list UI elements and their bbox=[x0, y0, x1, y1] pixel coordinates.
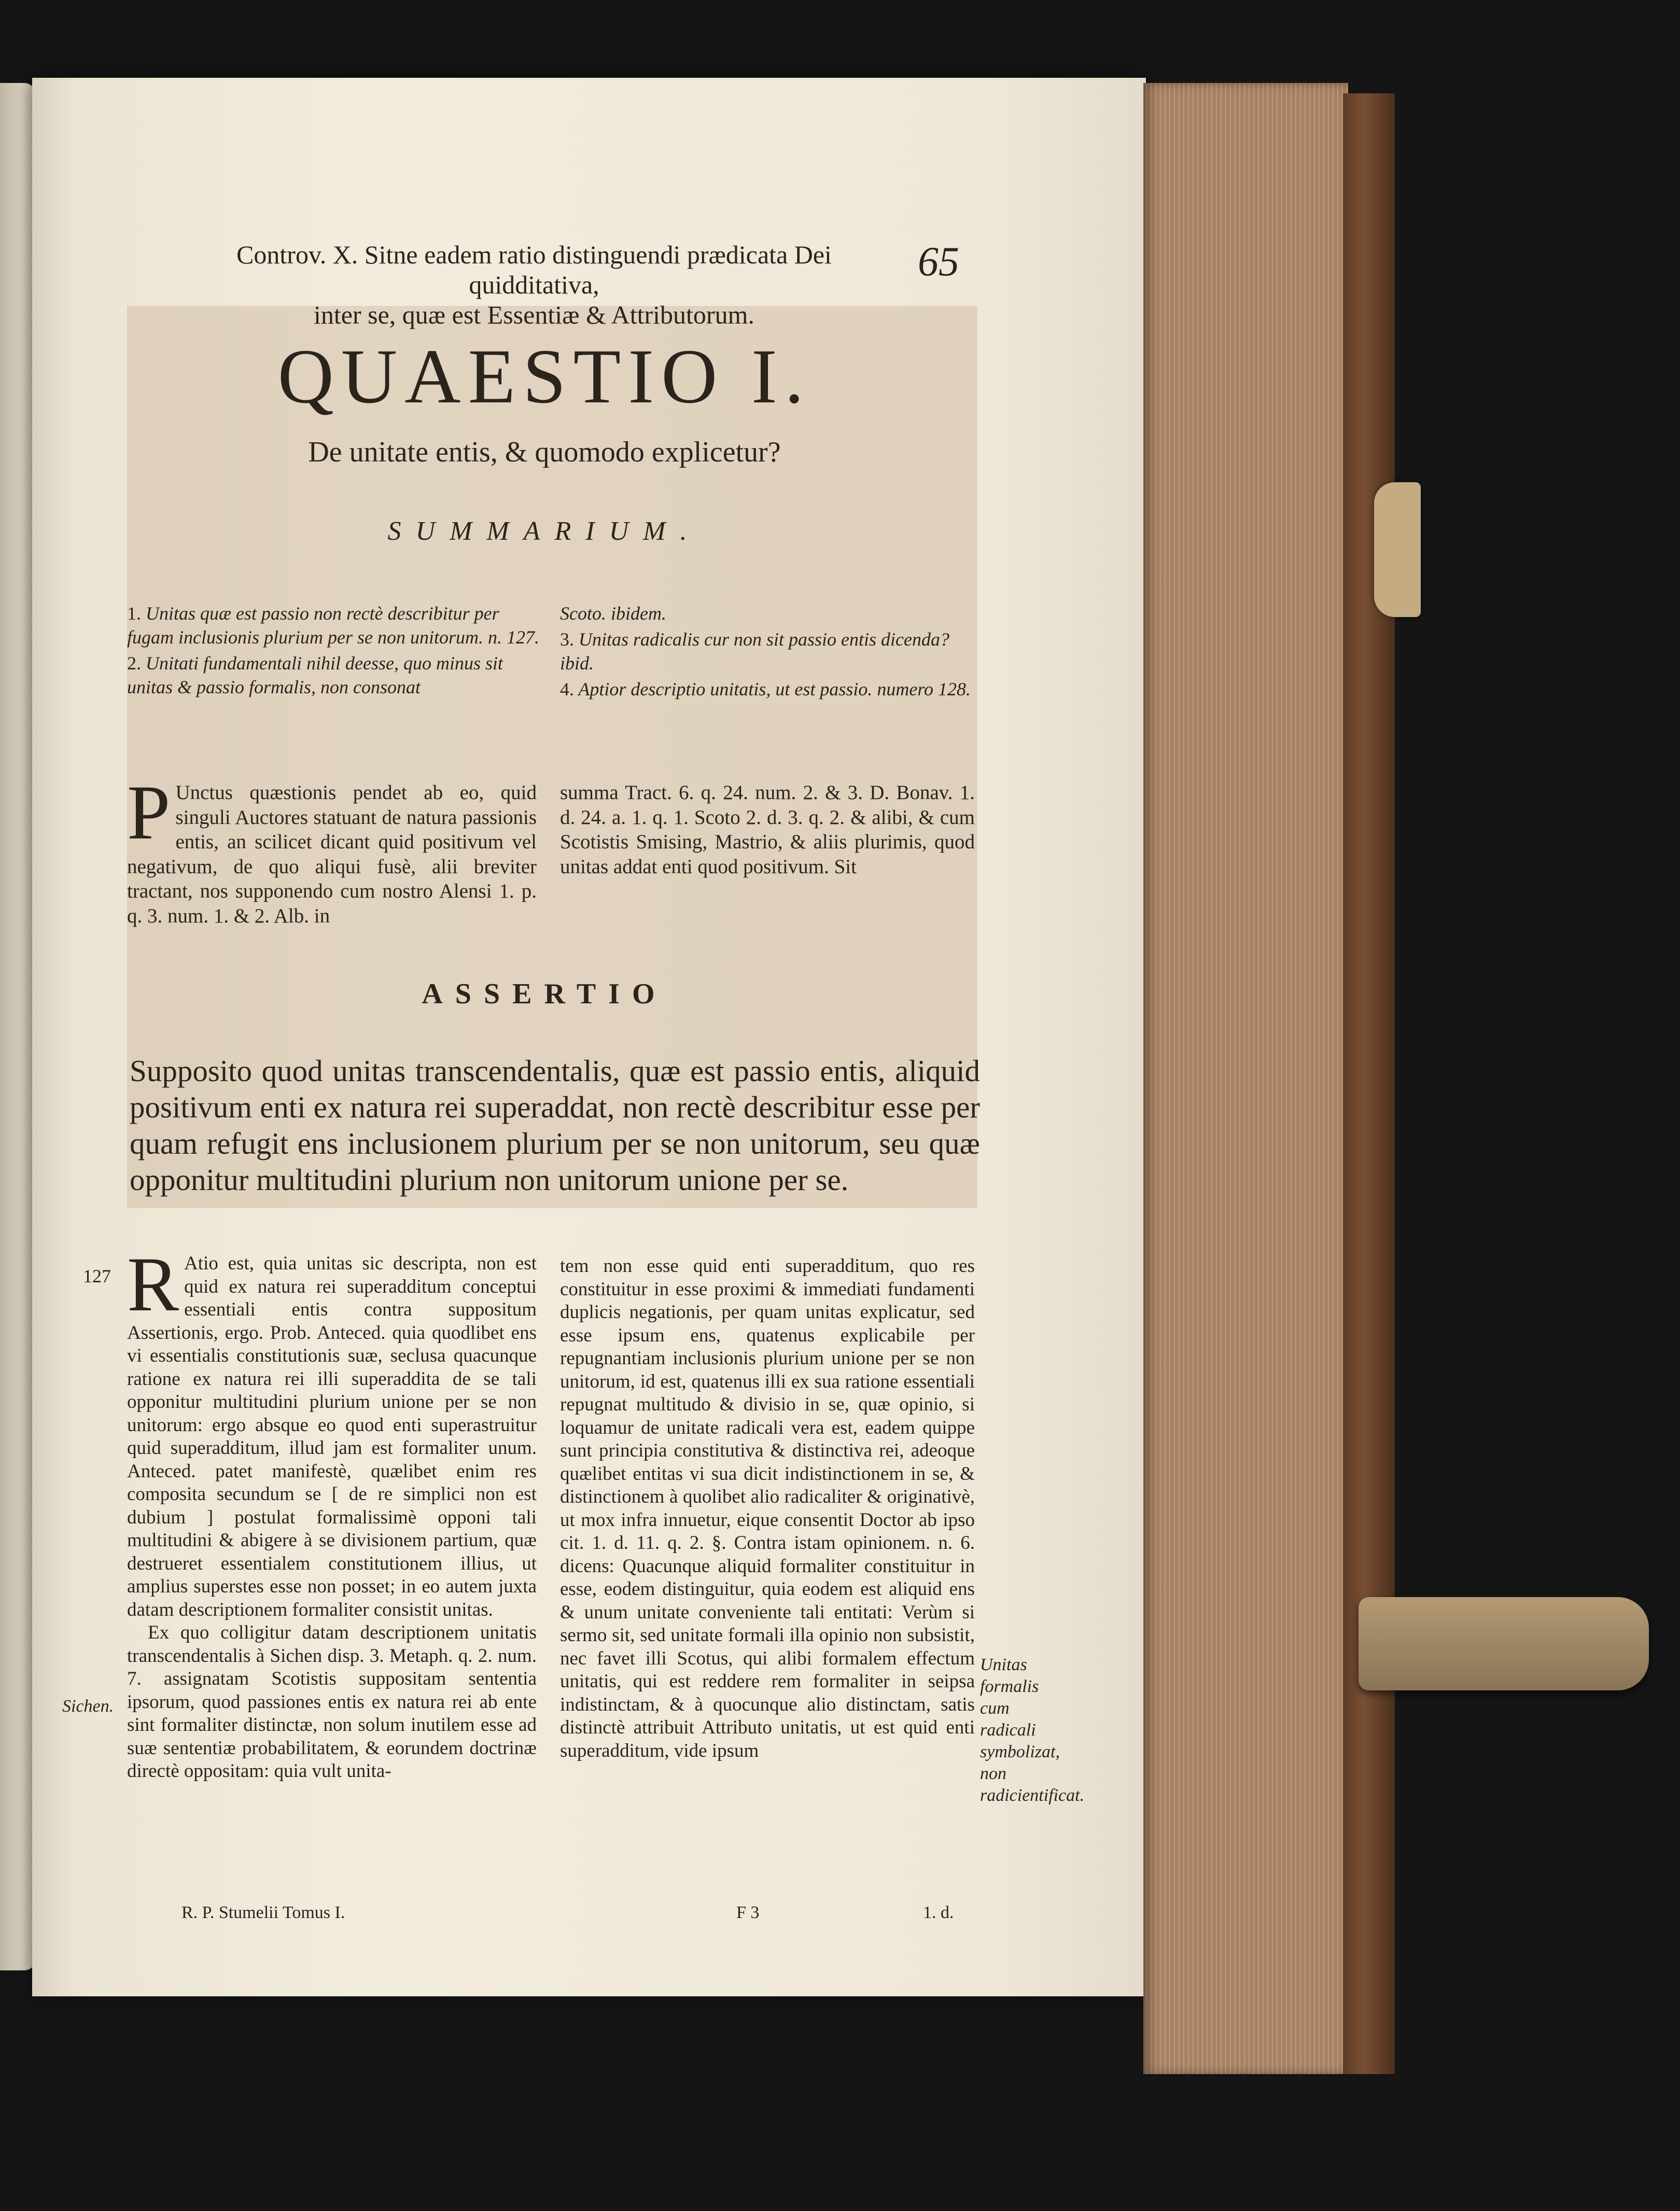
running-head bbox=[171, 240, 897, 330]
summarium-item: 3. Unitas radicalis cur non sit passio entis dicenda? ibid. bbox=[560, 629, 949, 674]
catchword: 1. d. bbox=[923, 1903, 954, 1922]
intro-right-column: summa Tract. 6. q. 24. num. 2. & 3. D. Bonav. 1. d. 24. a. 1. q. 1. Scoto 2. d. 3. q. 2. & alibi, & cum Scotistis Smising, Mastrio, & aliis plurimis, quod unitas addat enti quod positivum. Sit bbox=[560, 781, 975, 878]
intro-left-text: Unctus quæstionis pendet ab eo, quid singuli Auctores statuant de natura passionis entis, an scilicet dicant quid positivum vel negativum, de quo aliqui fusè, alii breviter tractant, nos supponendo cum nostro Alensi 1. p. q. 3. num. 1. & 2. Alb. in bbox=[127, 781, 537, 927]
quaestio-subtitle: De unitate entis, & quomodo explicetur? bbox=[308, 436, 781, 468]
page-block-edge bbox=[1143, 83, 1348, 2074]
body-left-column bbox=[127, 1241, 537, 1783]
quaestio-title: QUAESTIO I. bbox=[277, 333, 811, 419]
summarium-item: 2. Unitati fundamentali nihil deesse, quo minus sit unitas & passio formalis, non consonat bbox=[127, 653, 503, 697]
clasp-bottom-icon bbox=[1359, 1597, 1649, 1690]
intro-left-column bbox=[127, 769, 537, 928]
margin-note-left: Sichen. bbox=[62, 1697, 114, 1716]
summarium-item: 4. Aptior descriptio unitatis, ut est passio. numero 128. bbox=[560, 679, 971, 699]
body-left-paragraph-2: Ex quo colligitur datam descriptionem unitatis transcendentalis à Sichen disp. 3. Metaph. q. 2. num. 7. assignatam Scotistis suppositam sententia ipsorum, quod passiones entis ex natura rei ab ente sint formaliter distinctæ, non solum inutilem esse ad suæ sententiæ probabilitatem, & eorundem doctrinæ directè oppositam: quia vult unita- bbox=[127, 1622, 537, 1782]
summarium-right-column bbox=[560, 601, 975, 703]
body-left-text: Atio est, quia unitas sic descripta, non est quid ex natura rei superadditum conceptui essentiali entis contra suppositum Assertionis, ergo. Prob. Anteced. quia quodlibet ens vi essentialis constitutionis suæ, seclusa quacunque ratione ex natura rei illi superaddita de se tali opponitur multitudini plurium unione per se non unitorum: ergo absque eo quod enti superastruitur quid superadditum, illud jam est formaliter unum. Anteced. patet manifestè, quælibet enim res composita secundum se [ de re simplici non est dubium ] postulat formalissimè opponi tali multitudini & abigere à se divisionem partium, quæ destrueret essentialem constitutionem illius, ut amplius superstes esse non posset; in eo autem juxta datam descriptionem formaliter consistit unitas. bbox=[127, 1253, 537, 1620]
running-head-line-1: Controv. X. Sitne eadem ratio distinguendi prædicata Dei quidditativa, bbox=[236, 240, 832, 299]
signature-mark: F 3 bbox=[736, 1903, 760, 1922]
facing-page-edge bbox=[0, 83, 36, 1970]
leather-cover bbox=[1343, 93, 1395, 2074]
summarium-item: Scoto. ibidem. bbox=[560, 603, 666, 624]
page-number: 65 bbox=[918, 239, 959, 285]
running-head-line-2: inter se, quæ est Essentiæ & Attributorum. bbox=[314, 300, 754, 329]
footer-author: R. P. Stumelii Tomus I. bbox=[181, 1903, 345, 1922]
dropcap-p: P bbox=[127, 769, 171, 856]
body-right-column: tem non esse quid enti superadditum, quo res constituitur in esse proximi & immediati fundamenti duplicis negationis, per quam unitas explicatur, sed esse ipsum ens, quatenus explicabile per repugnantiam inclusionis plurium unione per se non unitorum, id est, quatenus illi ex sua ratione essentiali repugnat multitudo & divisio in se, quæ opinio, si loquamur de unitate radicali vera est, eadem quippe sunt principia constitutiva & distinctiva rei, adeoque quælibet entitas vi sua dicit indistinctionem in se, & distinctionem à quolibet alio radicaliter & originativè, ut mox infra innuetur, eique consentit Doctor ab ipso cit. 1. d. 11. q. 2. §. Contra istam opinionem. n. 6. dicens: Quacunque aliquid formaliter constituitur in esse, eodem distinguitur, quia eodem est aliquid ens & unum unitate conveniente tali entitati: Verùm si sermo sit, sed unitate formali illa opinio non subsistit, nec favet illi Scotus, qui alibi formalem effectum unitatis, qui est reddere rem formaliter in seipsa indistinctam, & à quocunque alio distinctam, satis distinctè attribuit Attributo unitatis, ut est quid enti superadditum, vide ipsum bbox=[560, 1255, 975, 1761]
summarium-title: SUMMARIUM. bbox=[387, 516, 702, 546]
summarium-left-column bbox=[127, 601, 542, 701]
summarium-item: 1. Unitas quæ est passio non rectè describitur per fugam inclusionis plurium per se non unitorum. n. 127. bbox=[127, 603, 540, 648]
margin-number: 127 bbox=[83, 1266, 111, 1286]
clasp-top-icon bbox=[1374, 482, 1421, 617]
dropcap-r: R bbox=[127, 1241, 179, 1327]
margin-note-right: Unitas formalis cum radicali symbolizat, non radicientificat. bbox=[980, 1655, 1085, 1805]
assertio-text: Supposito quod unitas transcendentalis, quæ est passio entis, aliquid positivum enti ex natura rei superaddat, non rectè describitur esse per quam refugit ens inclusionem plurium per se non unitorum, seu quæ opponitur multitudini plurium non unitorum unione per se. bbox=[130, 1054, 980, 1197]
assertio-title: ASSERTIO bbox=[422, 978, 667, 1010]
